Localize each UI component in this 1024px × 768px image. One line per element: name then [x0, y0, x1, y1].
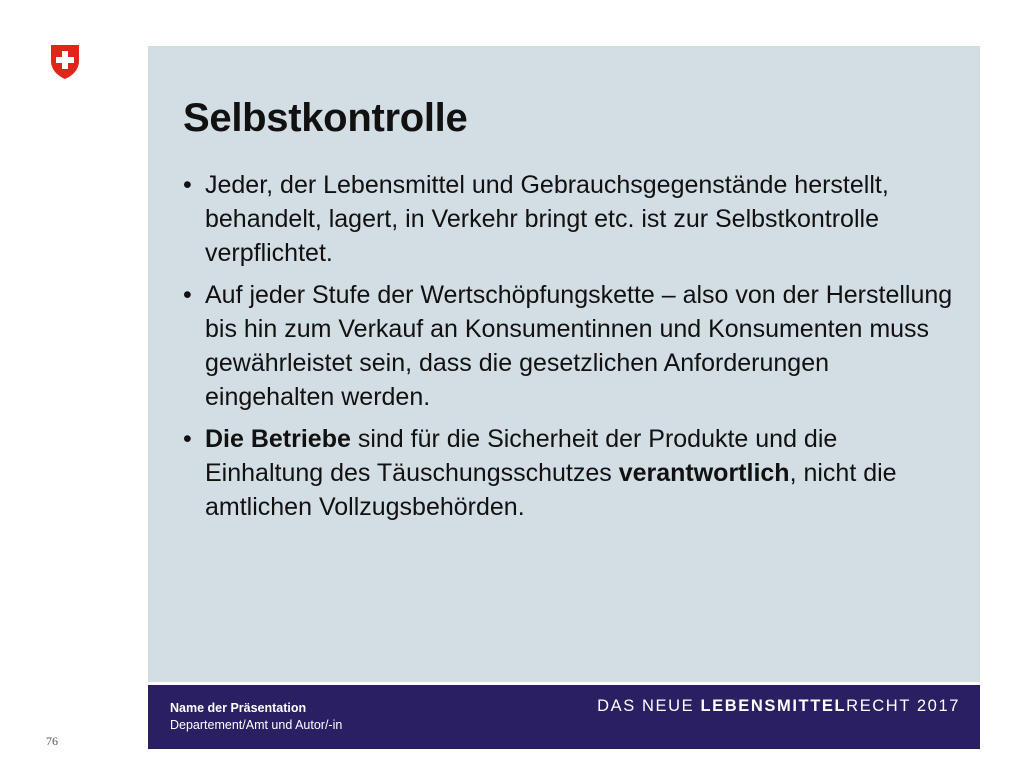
presentation-name: Name der Präsentation — [170, 701, 307, 715]
bullet-dot-icon: • — [183, 425, 192, 453]
bullet-text: Auf jeder Stufe der Wertschöpfungskette – also von der Herstellung bis hin zum Verkauf an Konsumentinnen und Konsumenten muss gewährleistet sein, dass die gesetzlichen Anforderungen eingehalten werden. — [205, 281, 953, 411]
bullet-item — [183, 168, 958, 270]
page-number: 76 — [46, 734, 58, 748]
footer-bar — [148, 685, 980, 749]
bullet-dot-icon: • — [183, 171, 192, 199]
bullet-item — [183, 422, 958, 524]
bullet-text: Jeder, der Lebensmittel und Gebrauchsgegenstände herstellt, behandelt, lagert, in Verkehr bringt etc. ist zur Selbstkontrolle verpflichtet. — [205, 171, 889, 267]
swiss-coat-of-arms-icon — [50, 44, 80, 80]
brand-part-1: DAS NEUE — [597, 697, 701, 715]
department-author: Departement/Amt und Autor/-in — [170, 718, 343, 732]
bullet-text-bold: Die Betriebe — [205, 425, 351, 453]
bullet-text-bold: verantwortlich — [618, 459, 790, 487]
bullet-dot-icon: • — [183, 281, 192, 309]
brand-part-2: LEBENSMITTEL — [700, 697, 847, 715]
slide-title: Selbstkontrolle — [183, 96, 468, 140]
bullet-text: sind für die Sicherheit der Produkte und die Einhaltung des Täuschungsschutzes — [205, 425, 838, 487]
bullet-list — [183, 168, 958, 532]
brand-wordmark — [597, 697, 960, 716]
brand-part-3: RECHT 2017 — [846, 697, 960, 715]
bullet-item — [183, 278, 958, 414]
bullet-text: , nicht die amtlichen Vollzugsbehörden. — [205, 459, 897, 521]
